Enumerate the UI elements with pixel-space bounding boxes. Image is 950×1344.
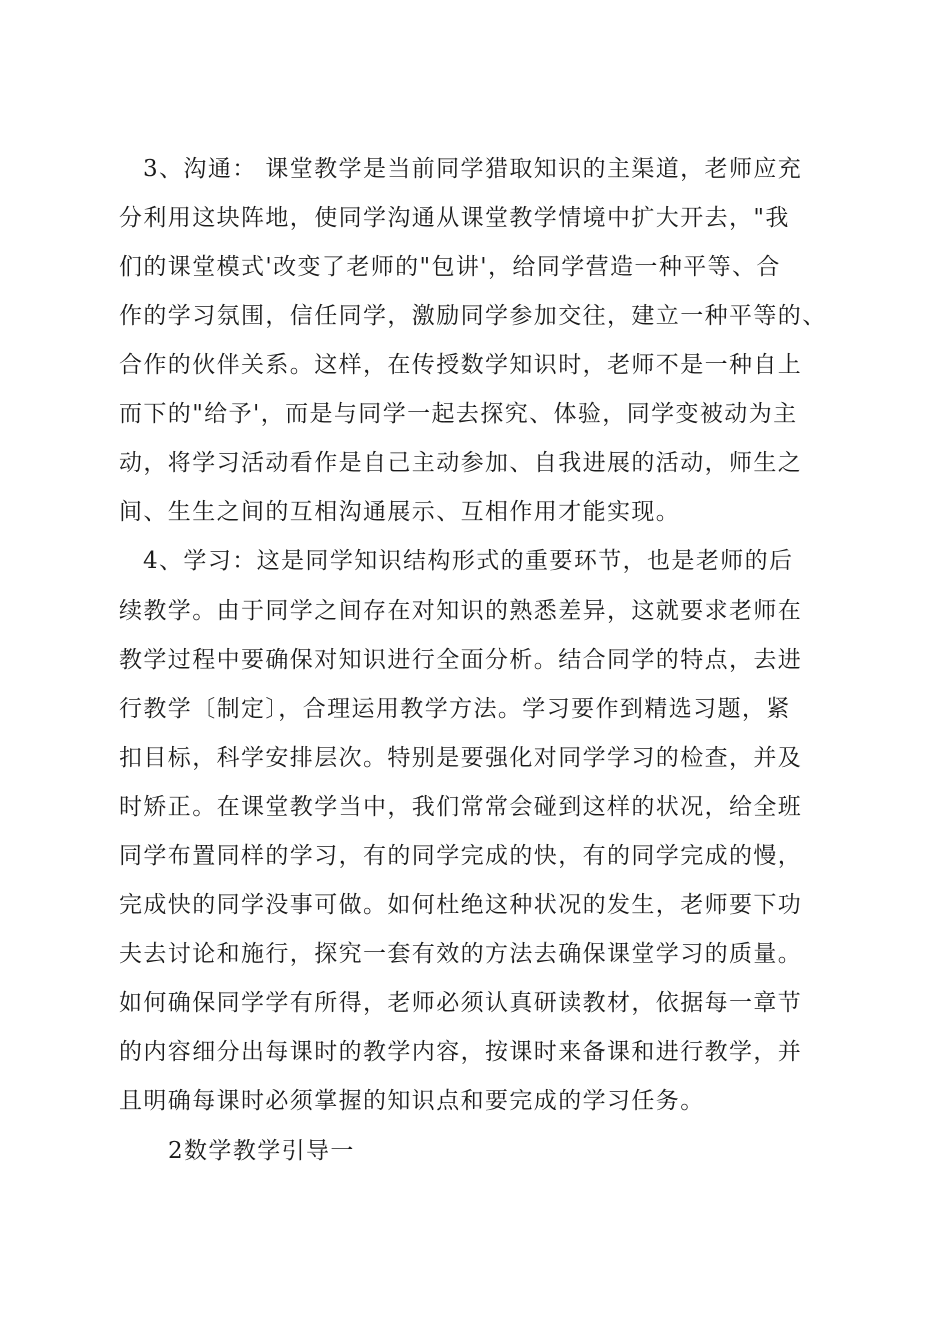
text-line: 如何确保同学学有所得，老师必须认真研读教材，依据每一章节 [119, 990, 803, 1016]
text-line: 续教学。由于同学之间存在对知识的熟悉差异，这就要求老师在 [119, 598, 803, 624]
text-line: 教学过程中要确保对知识进行全面分析。结合同学的特点，去进 [119, 647, 803, 673]
text-line: 合作的伙伴关系。这样，在传授数学知识时，老师不是一种自上 [119, 352, 803, 378]
text-line: 3、沟通： 课堂教学是当前同学猎取知识的主渠道，老师应充 [143, 156, 803, 182]
text-line: 们的课堂模式'改变了老师的"包讲'，给同学营造一种平等、合 [119, 254, 781, 280]
text-line: 夫去讨论和施行，探究一套有效的方法去确保课堂学习的质量。 [119, 941, 803, 967]
section-heading: 2数学教学引导一 [168, 1138, 355, 1164]
text-line: 时矫正。在课堂教学当中，我们常常会碰到这样的状况，给全班 [119, 794, 803, 820]
text-line: 分利用这块阵地，使同学沟通从课堂教学情境中扩大开去，"我 [119, 205, 790, 231]
text-line: 且明确每课时必须掌握的知识点和要完成的学习任务。 [119, 1088, 705, 1114]
text-line: 4、学习：这是同学知识结构形式的重要环节，也是老师的后 [143, 548, 794, 574]
text-line: 行教学〔制定〕，合理运用教学方法。学习要作到精选习题，紧 [119, 696, 791, 722]
text-line: 作的学习氛围，信任同学，激励同学参加交往，建立一种平等的、 [119, 303, 827, 329]
text-line: 扣目标，科学安排层次。特别是要强化对同学学习的检查，并及 [119, 745, 803, 771]
text-line: 间、生生之间的互相沟通展示、互相作用才能实现。 [119, 499, 681, 525]
text-line: 的内容细分出每课时的教学内容，按课时来备课和进行教学，并 [119, 1039, 803, 1065]
text-line: 动，将学习活动看作是自己主动参加、自我进展的活动，师生之 [119, 450, 803, 476]
text-line: 完成快的同学没事可做。如何杜绝这种状况的发生，老师要下功 [119, 892, 803, 918]
text-line: 同学布置同样的学习，有的同学完成的快，有的同学完成的慢， [119, 843, 803, 869]
text-line: 而下的"给予'，而是与同学一起去探究、体验，同学变被动为主 [119, 401, 798, 427]
